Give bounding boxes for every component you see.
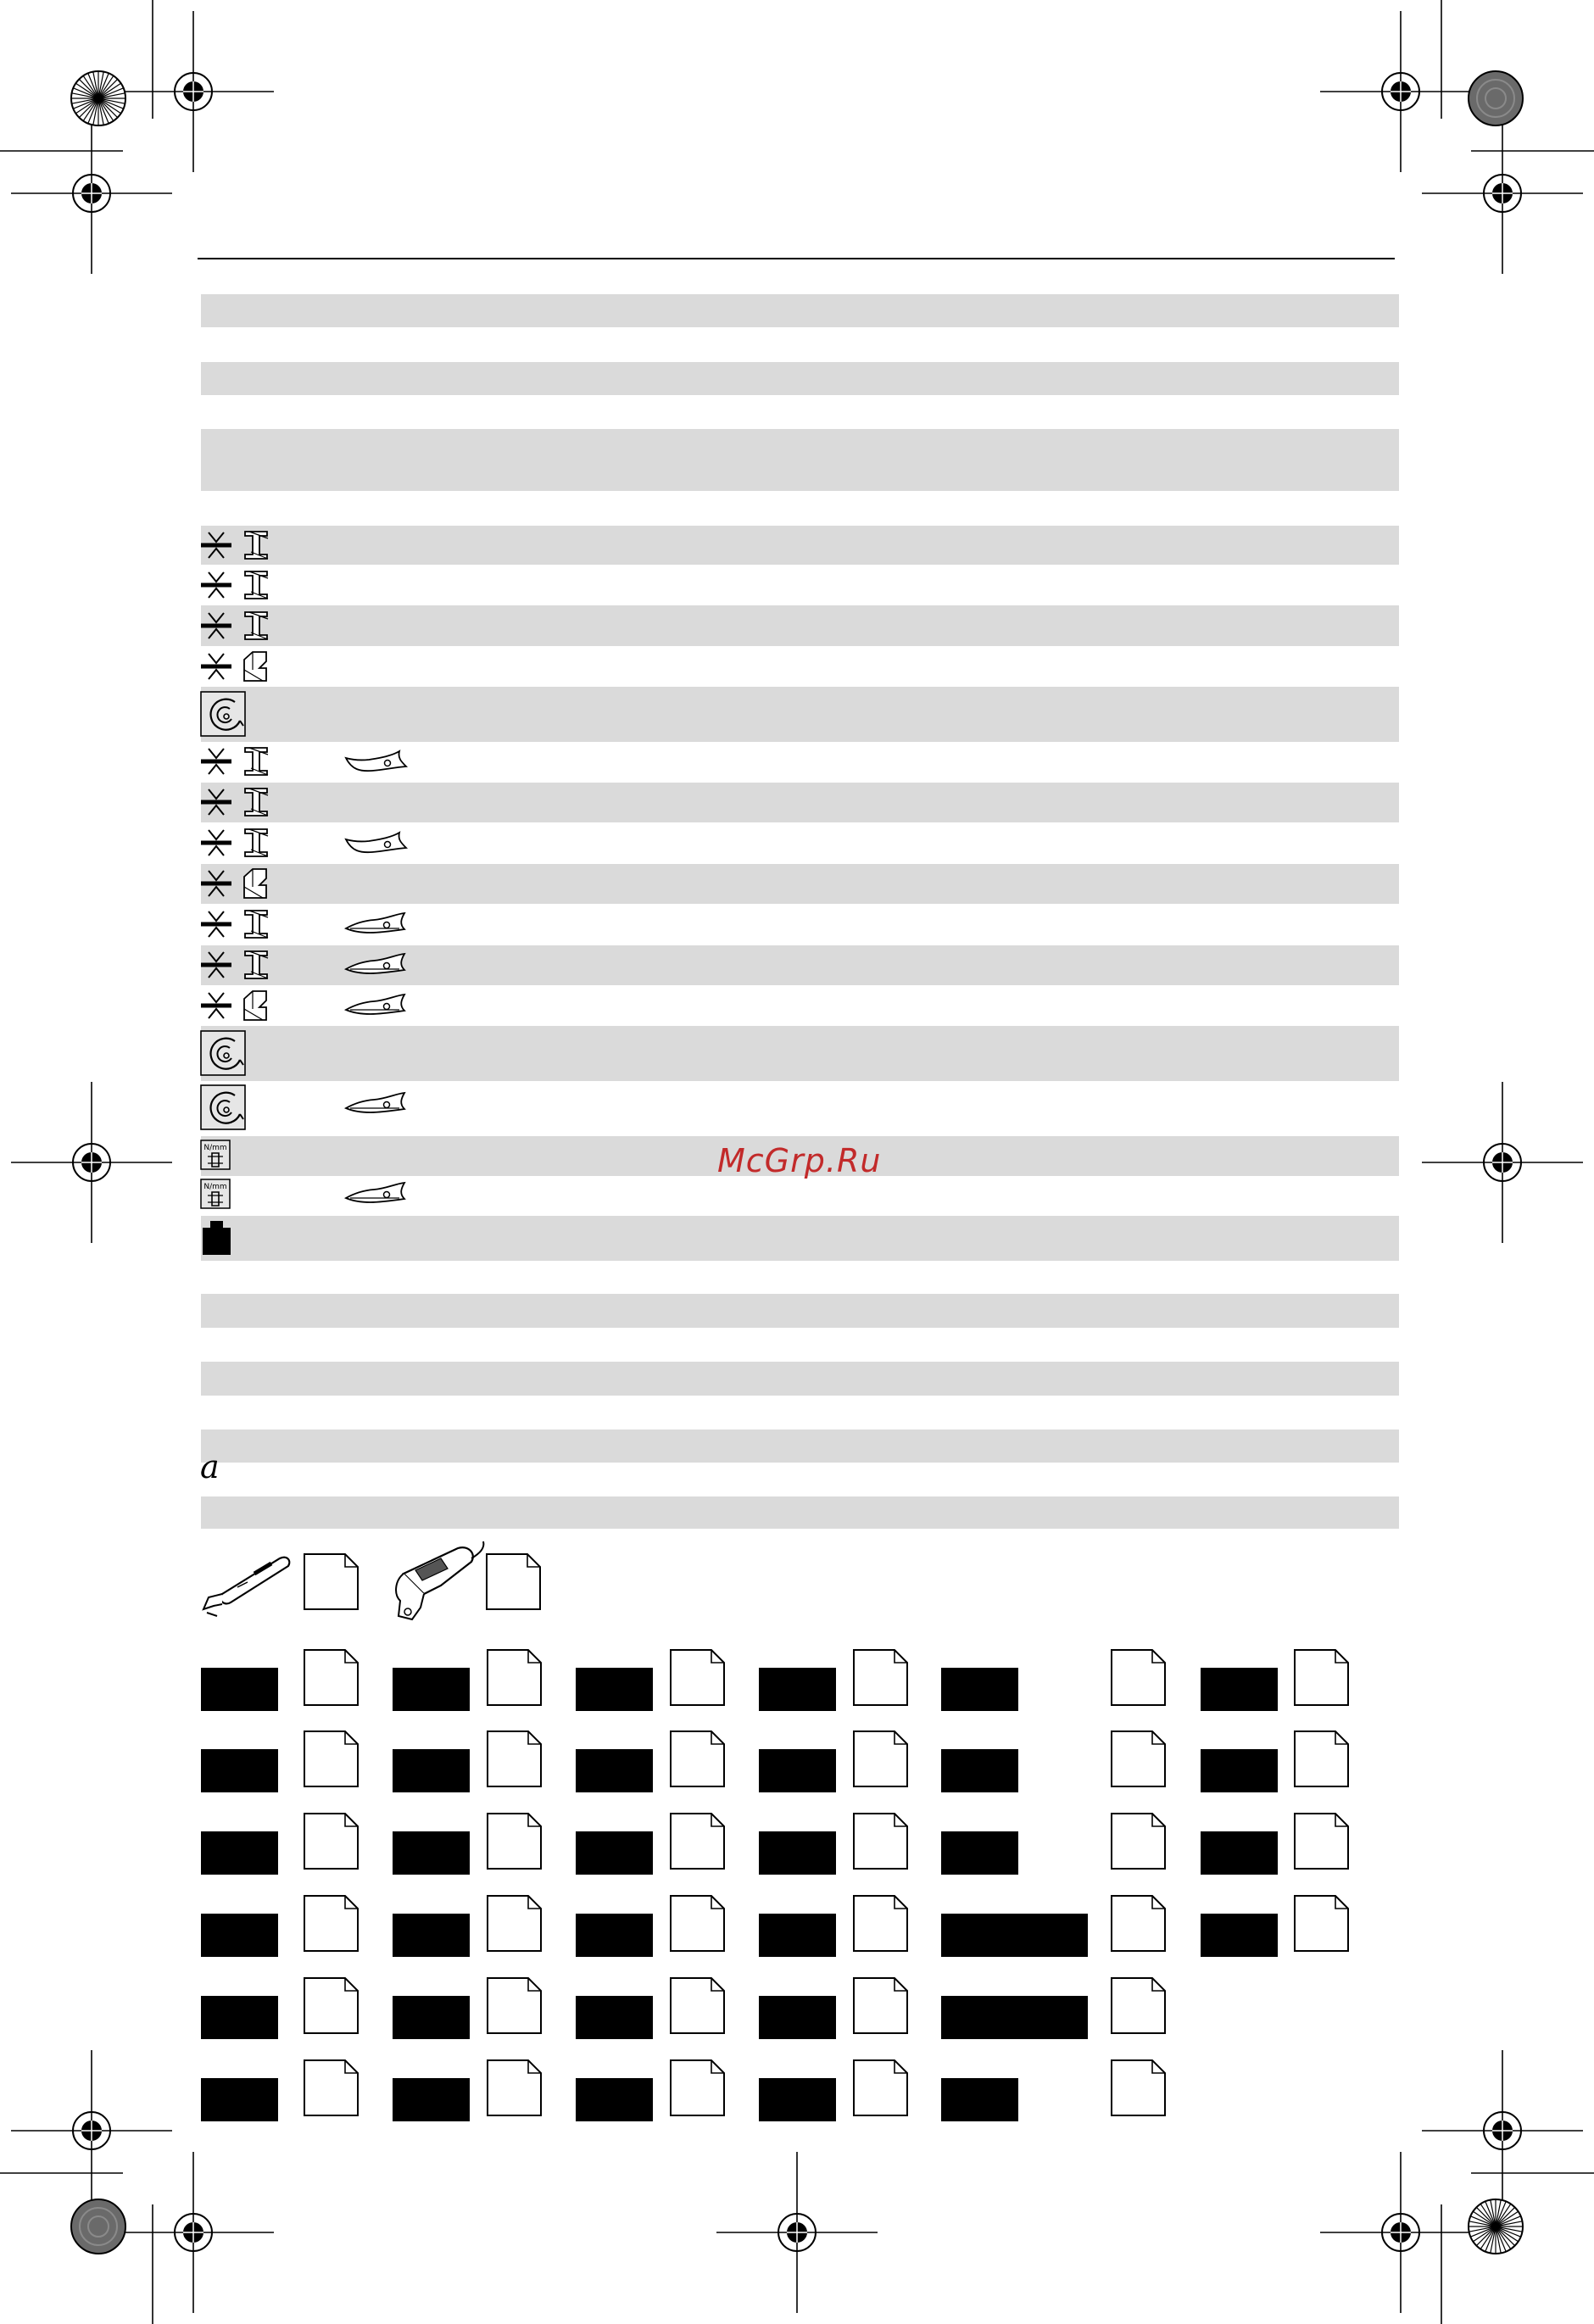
redacted-block xyxy=(759,1914,836,1957)
redacted-block xyxy=(201,1668,278,1711)
document-page-icon xyxy=(1295,1731,1348,1786)
document-page-icon xyxy=(488,1896,541,1951)
document-page-icon xyxy=(854,1814,907,1869)
redacted-block xyxy=(576,1831,653,1875)
document-page-icon xyxy=(488,1814,541,1869)
document-page-icon xyxy=(304,1896,358,1951)
redacted-block xyxy=(201,2078,278,2121)
document-page-icon xyxy=(854,1650,907,1705)
document-page-icon xyxy=(671,1814,724,1869)
redacted-block xyxy=(576,1668,653,1711)
document-page-icon xyxy=(671,1896,724,1951)
redacted-block xyxy=(1201,1749,1278,1792)
document-page-icon xyxy=(304,2060,358,2115)
redacted-block xyxy=(201,1996,278,2039)
redacted-block xyxy=(393,1831,470,1875)
redacted-block xyxy=(941,1914,1088,1957)
redacted-block xyxy=(201,1749,278,1792)
watermark: McGrp.Ru xyxy=(717,1142,882,1179)
redacted-block xyxy=(393,1749,470,1792)
redacted-block xyxy=(759,1668,836,1711)
document-page-icon xyxy=(1112,1896,1165,1951)
accessory-grid-cells xyxy=(201,1650,1348,2121)
redacted-block xyxy=(1201,1831,1278,1875)
redacted-block xyxy=(393,2078,470,2121)
redacted-block xyxy=(576,2078,653,2121)
redacted-block xyxy=(941,1996,1088,2039)
document-page-icon xyxy=(854,2060,907,2115)
redacted-block xyxy=(393,1914,470,1957)
document-page-icon xyxy=(1112,1650,1165,1705)
document-page-icon xyxy=(671,1650,724,1705)
document-page-icon xyxy=(1295,1650,1348,1705)
redacted-block xyxy=(576,1914,653,1957)
variable-symbol: a xyxy=(200,1448,220,1485)
document-page-icon xyxy=(488,2060,541,2115)
redacted-block xyxy=(759,1996,836,2039)
document-page-icon xyxy=(854,1978,907,2033)
document-page-icon xyxy=(854,1731,907,1786)
redacted-block xyxy=(201,1914,278,1957)
document-page-icon xyxy=(488,1650,541,1705)
document-page-icon xyxy=(1112,1814,1165,1869)
document-page-icon xyxy=(1295,1896,1348,1951)
redacted-block xyxy=(759,1831,836,1875)
document-page-icon xyxy=(671,1978,724,2033)
document-page-icon xyxy=(671,1731,724,1786)
redacted-block xyxy=(941,1749,1018,1792)
redacted-block xyxy=(759,1749,836,1792)
redacted-block xyxy=(1201,1668,1278,1711)
document-page-icon xyxy=(304,1731,358,1786)
redacted-block xyxy=(576,1996,653,2039)
document-page-icon xyxy=(488,1978,541,2033)
document-page-icon xyxy=(1112,2060,1165,2115)
document-page-icon xyxy=(1112,1731,1165,1786)
document-page-icon xyxy=(1112,1978,1165,2033)
redacted-block xyxy=(941,1668,1018,1711)
redacted-block xyxy=(576,1749,653,1792)
redacted-block xyxy=(1201,1914,1278,1957)
document-page-icon xyxy=(854,1896,907,1951)
redacted-block xyxy=(941,2078,1018,2121)
redacted-block xyxy=(393,1996,470,2039)
redacted-block xyxy=(393,1668,470,1711)
document-page-icon xyxy=(1295,1814,1348,1869)
redacted-block xyxy=(759,2078,836,2121)
document-page-icon xyxy=(671,2060,724,2115)
document-page-icon xyxy=(488,1731,541,1786)
redacted-block xyxy=(941,1831,1018,1875)
document-page-icon xyxy=(304,1650,358,1705)
document-page-icon xyxy=(304,1814,358,1869)
redacted-block xyxy=(201,1831,278,1875)
document-page-icon xyxy=(304,1978,358,2033)
